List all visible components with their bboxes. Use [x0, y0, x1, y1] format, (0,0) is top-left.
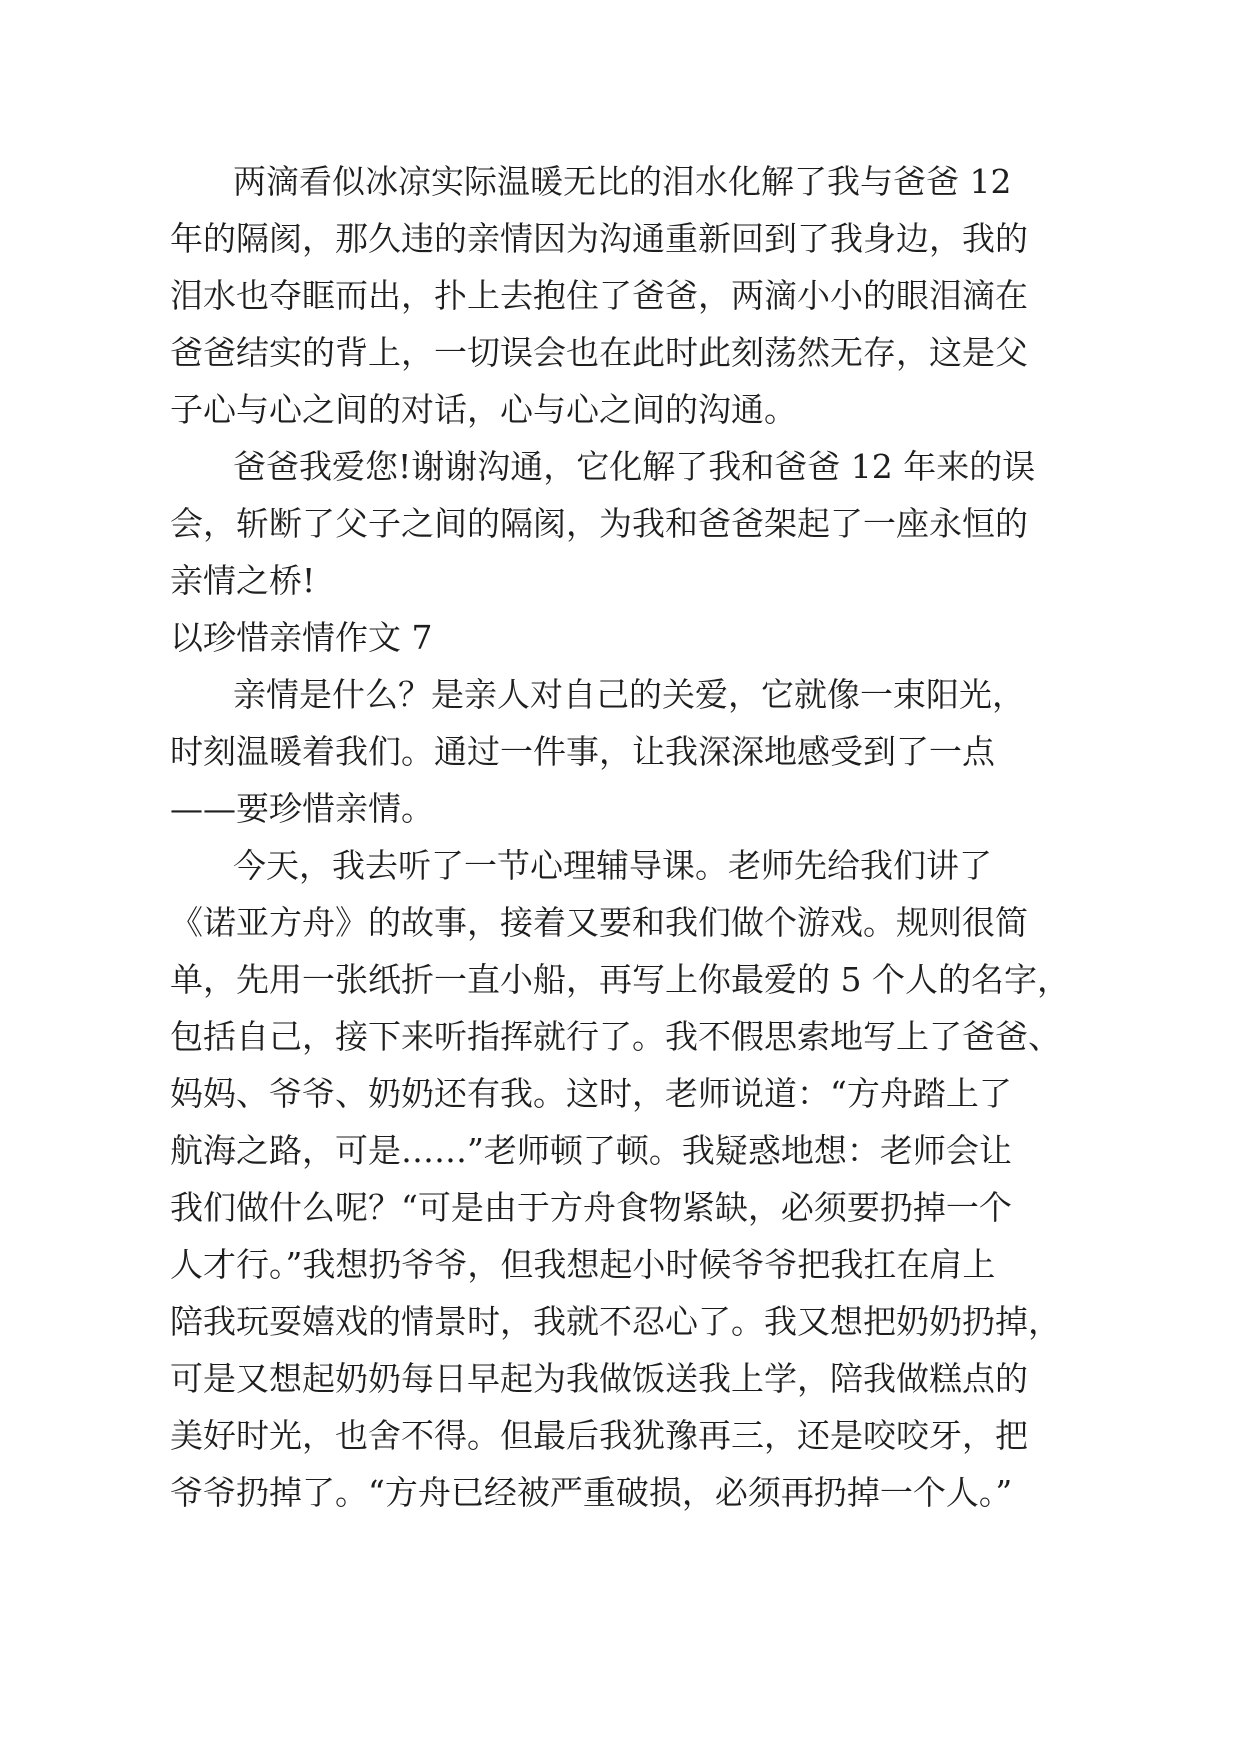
paragraph-line: 今天，我去听了一节心理辅导课。老师先给我们讲了 — [233, 846, 992, 885]
paragraph-line: 单，先用一张纸折一直小船，再写上你最爱的 5 个人的名字， — [170, 960, 1070, 999]
paragraph-line: 我们做什么呢？“可是由于方舟食物紧缺，必须要扔掉一个 — [170, 1188, 1012, 1227]
paragraph-line: 美好时光，也舍不得。但最后我犹豫再三，还是咬咬牙，把 — [170, 1416, 1028, 1455]
paragraph-line: 爸爸结实的背上，一切误会也在此时此刻荡然无存，这是父 — [170, 333, 1028, 372]
paragraph-line: 两滴看似冰凉实际温暖无比的泪水化解了我与爸爸 12 — [233, 162, 1012, 201]
paragraph-line: 陪我玩耍嬉戏的情景时，我就不忍心了。我又想把奶奶扔掉， — [170, 1302, 1061, 1341]
paragraph-line: 亲情是什么？是亲人对自己的关爱，它就像一束阳光， — [233, 675, 1025, 714]
paragraph-line: 人才行。”我想扔爷爷，但我想起小时候爷爷把我扛在肩上 — [170, 1245, 996, 1284]
paragraph-line: 年的隔阂，那久违的亲情因为沟通重新回到了我身边，我的 — [170, 219, 1028, 258]
section-heading: 以珍惜亲情作文 7 — [170, 618, 433, 657]
paragraph-line: 爸爸我爱您!谢谢沟通，它化解了我和爸爸 12 年来的误 — [233, 447, 1036, 486]
paragraph-line: ——要珍惜亲情。 — [170, 789, 434, 828]
paragraph-line: 子心与心之间的对话，心与心之间的沟通。 — [170, 390, 797, 429]
paragraph-line: 包括自己，接下来听指挥就行了。我不假思索地写上了爸爸、 — [170, 1017, 1061, 1056]
paragraph-line: 亲情之桥! — [170, 561, 316, 600]
paragraph-line: 妈妈、爷爷、奶奶还有我。这时，老师说道：“方舟踏上了 — [170, 1074, 1012, 1113]
paragraph-line: 航海之路，可是……”老师顿了顿。我疑惑地想：老师会让 — [170, 1131, 1012, 1170]
paragraph-line: 时刻温暖着我们。通过一件事，让我深深地感受到了一点 — [170, 732, 995, 771]
paragraph-line: 会，斩断了父子之间的隔阂，为我和爸爸架起了一座永恒的 — [170, 504, 1028, 543]
paragraph-line: 《诺亚方舟》的故事，接着又要和我们做个游戏。规则很简 — [170, 903, 1028, 942]
paragraph-line: 泪水也夺眶而出，扑上去抱住了爸爸，两滴小小的眼泪滴在 — [170, 276, 1028, 315]
paragraph-line: 可是又想起奶奶每日早起为我做饭送我上学，陪我做糕点的 — [170, 1359, 1028, 1398]
paragraph-line: 爷爷扔掉了。“方舟已经被严重破损，必须再扔掉一个人。” — [170, 1473, 1013, 1512]
